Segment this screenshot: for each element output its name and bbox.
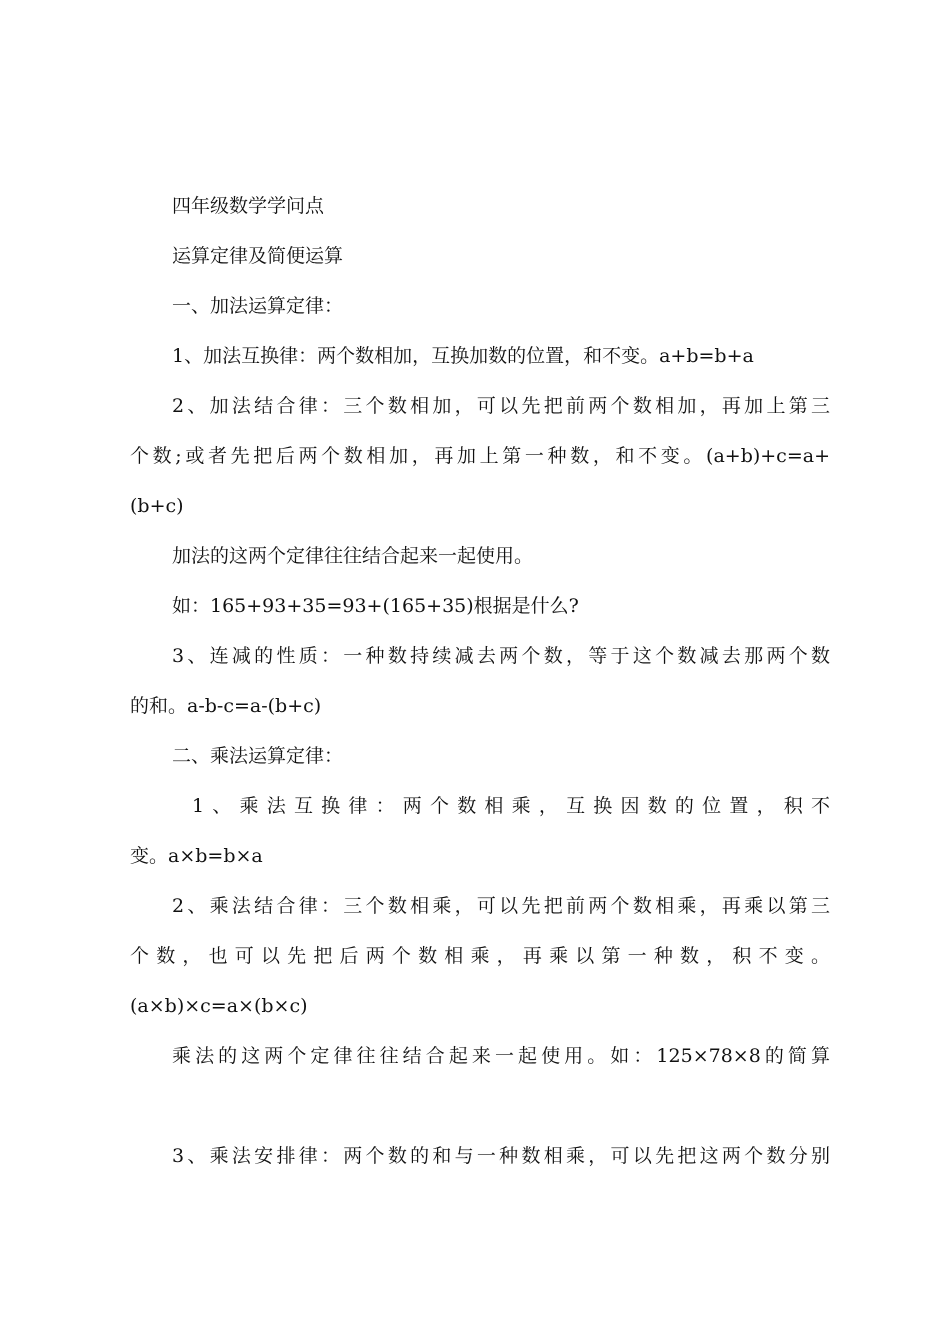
paragraph-addition-commutative: 1、加法互换律：两个数相加，互换加数的位置，和不变。a+b=b+a bbox=[172, 345, 754, 367]
paragraph-multiplication-note: 乘法的这两个定律往往结合起来一起使用。如：125×78×8的简算 bbox=[172, 1045, 830, 1067]
section-heading-addition: 一、加法运算定律： bbox=[172, 295, 344, 317]
paragraph-addition-associative-line2: 个数;或者先把后两个数相加，再加上第一种数，和不变。(a+b)+c=a+ bbox=[130, 445, 830, 467]
paragraph-subtraction-line1: 3、连减的性质：一种数持续减去两个数，等于这个数减去那两个数 bbox=[172, 645, 830, 667]
section-heading-multiplication: 二、乘法运算定律： bbox=[172, 745, 344, 767]
paragraph-addition-note: 加法的这两个定律往往结合起来一起使用。 bbox=[172, 545, 534, 567]
paragraph-multiplication-commutative-line2: 变。a×b=b×a bbox=[130, 845, 263, 867]
paragraph-subtraction-line2: 的和。a-b-c=a-(b+c) bbox=[130, 695, 322, 717]
document-subtitle: 运算定律及简便运算 bbox=[172, 245, 344, 267]
document-title: 四年级数学学问点 bbox=[172, 195, 325, 217]
paragraph-multiplication-associative-line1: 2、乘法结合律：三个数相乘，可以先把前两个数相乘，再乘以第三 bbox=[172, 895, 830, 917]
paragraph-multiplication-associative-line2: 个数，也可以先把后两个数相乘，再乘以第一种数，积不变。 bbox=[130, 945, 830, 967]
paragraph-multiplication-associative-line3: (a×b)×c=a×(b×c) bbox=[130, 995, 308, 1017]
paragraph-addition-example: 如：165+93+35=93+(165+35)根据是什么? bbox=[172, 595, 579, 617]
paragraph-addition-associative-line3: (b+c) bbox=[130, 495, 184, 517]
paragraph-multiplication-commutative-line1: 1、乘法互换律：两个数相乘，互换因数的位置，积不 bbox=[192, 795, 830, 817]
paragraph-multiplication-distributive-line1: 3、乘法安排律：两个数的和与一种数相乘，可以先把这两个数分别 bbox=[172, 1145, 830, 1167]
paragraph-addition-associative-line1: 2、加法结合律：三个数相加，可以先把前两个数相加，再加上第三 bbox=[172, 395, 830, 417]
